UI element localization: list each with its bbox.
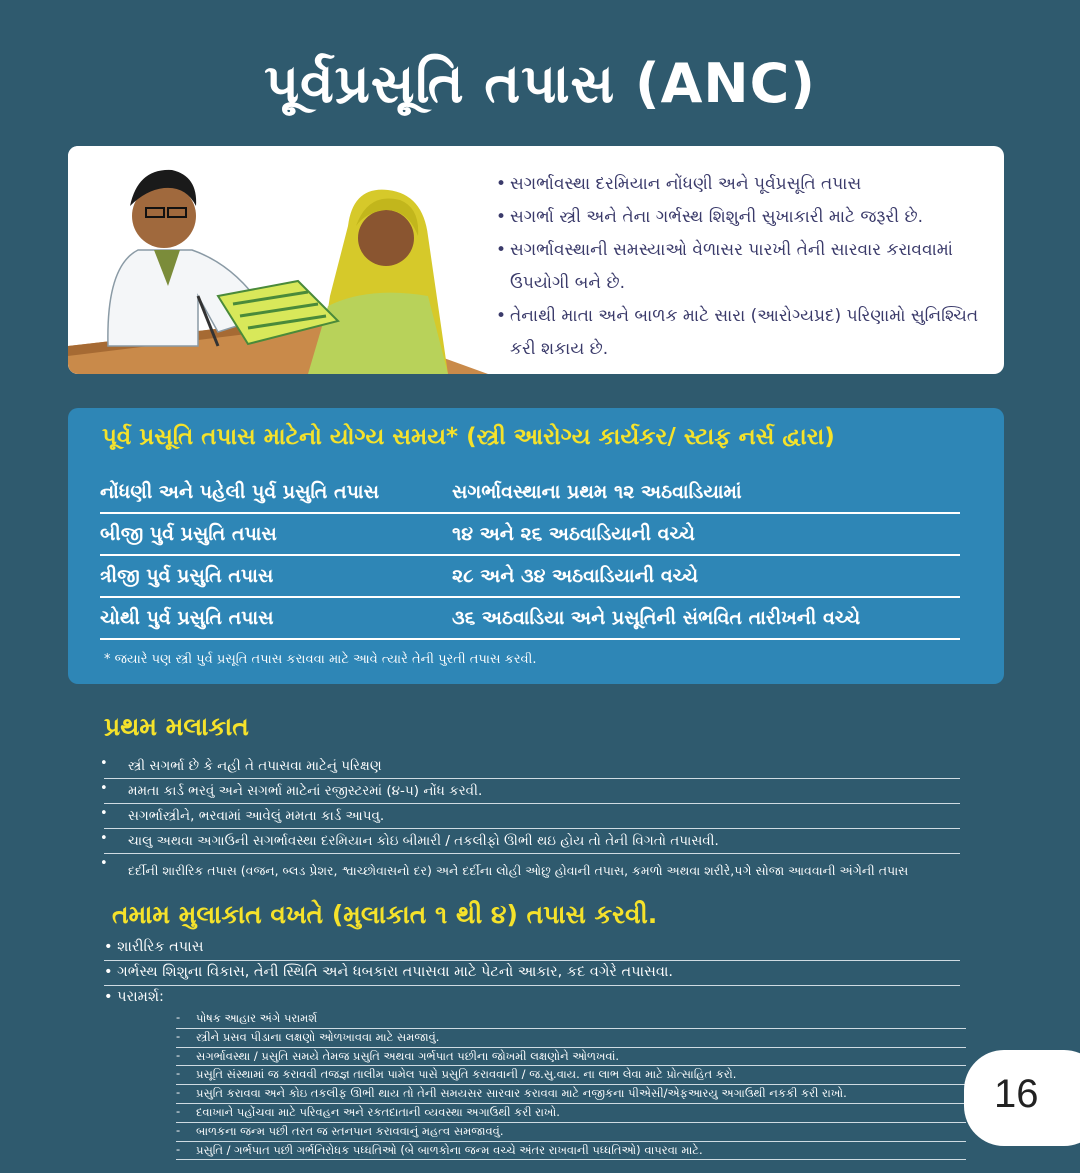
list-item: - દવાખાને પહોંચવા માટે પરિવહન અને રકતદાતાની વ્યવસ્થા અગાઉથી કરી રાખો.	[176, 1104, 966, 1123]
list-item: - પ્રસૂતિ સંસ્થામાં જ કરાવવી તજજ્ઞ તાલીમ પામેલ પાસે પ્રસુતિ કરાવવાની / જ.સુ.વાય. ના લાભ લેવા માટે પ્રોત્સાહિત કરો.	[176, 1066, 966, 1085]
page-title: પૂર્વપ્રસૂતિ તપાસ (ANC)	[264, 52, 816, 115]
list-item: • સ્ત્રી સગર્ભા છે કે નહી તે તપાસવા માટેનું પરિક્ષણ	[104, 754, 960, 779]
first-visit-list	[100, 754, 960, 888]
list-item: - બાળકના જન્મ પછી તરત જ સ્તનપાન કરાવવાનું મહત્વ સમજાવવું.	[176, 1123, 966, 1142]
schedule-heading: પૂર્વ પ્રસૂતિ તપાસ માટેનો યોગ્ય સમય* (સ્ત્રી આરોગ્ય કાર્યકર/ સ્ટાફ નર્સ દ્વારા)	[102, 424, 835, 450]
visit-time: ૧૪ અને ૨૬ અઠવાડિયાની વચ્ચે	[452, 523, 695, 545]
table-row	[100, 598, 960, 640]
table-row	[100, 556, 960, 598]
counseling-list	[176, 1010, 966, 1160]
intro-bullet-list	[496, 168, 996, 366]
anc-schedule-panel	[68, 408, 1004, 684]
doctor-patient-illustration	[68, 146, 488, 374]
list-item: - પ્રસુતિ / ગર્ભપાત પછી ગર્ભનિરોધક પધ્ધતિઓ (બે બાળકોના જન્મ વચ્ચે અંતર રાખવાની પધ્ધતિઓ) વાપરવા માટે.	[176, 1142, 966, 1161]
list-item: - સગર્ભાવસ્થા / પ્રસુતિ સમયે તેમજ પ્રસુતિ અથવા ગર્ભપાત પછીના જોખમી લક્ષણોને ઓળખવાં.	[176, 1048, 966, 1067]
visit-time: ૨૮ અને ૩૪ અઠવાડિયાની વચ્ચે	[452, 565, 699, 587]
page-number-badge	[964, 1050, 1080, 1146]
all-visits-heading: તમામ મુલાકાત વખતે (મુલાકાત ૧ થી ૪) તપાસ કરવી.	[112, 900, 658, 929]
all-visits-list	[104, 936, 960, 1010]
visit-name: ચોથી પુર્વ પ્રસુતિ તપાસ	[100, 607, 274, 629]
list-item: • સગર્ભાવસ્થા દરમિયાન નોંધણી અને પૂર્વપ્રસૂતિ તપાસ	[496, 168, 996, 201]
first-visit-heading: પ્રથમ મલાકાત	[104, 712, 249, 741]
visit-name: નોંધણી અને પહેલી પુર્વ પ્રસુતિ તપાસ	[100, 481, 379, 503]
list-item: • ચાલુ અથવા અગાઉની સગર્ભાવસ્થા દરમિયાન કોઇ બીમારી / તકલીફો ઊભી થઇ હોય તો તેની વિગતો તપાસવી.	[104, 829, 960, 854]
list-item: • પરામર્શ:	[104, 989, 164, 1005]
list-item: - પ્રસુતિ કરાવવા અને કોઇ તકલીફ ઊભી થાય તો તેની સમયસર સારવાર કરાવવા માટે નજીકના પીએસી/એફઆરયુ અગાઉથી નકકી કરી રાખો.	[176, 1085, 966, 1104]
list-item: • સગર્ભા સ્ત્રી અને તેના ગર્ભસ્થ શિશુની સુખાકારી માટે જરૂરી છે.	[496, 201, 996, 234]
visit-time: સગર્ભાવસ્થાના પ્રથમ ૧૨ અઠવાડિયામાં	[452, 481, 742, 503]
list-item: • મમતા કાર્ડ ભરવું અને સગર્ભા માટેનાં રજીસ્ટરમાં (૪-૫) નોંધ કરવી.	[104, 779, 960, 804]
page-number: 16	[994, 1072, 1039, 1116]
list-item: - સ્ત્રીને પ્રસવ પીડાના લક્ષણો ઓળખાવવા માટે સમજાવું.	[176, 1029, 966, 1048]
visit-name: બીજી પુર્વ પ્રસુતિ તપાસ	[100, 523, 277, 545]
table-row	[100, 514, 960, 556]
table-row	[100, 472, 960, 514]
intro-card	[68, 146, 1004, 374]
schedule-footnote: * જયારે પણ સ્ત્રી પુર્વ પ્રસૂતિ તપાસ કરાવવા માટે આવે ત્યારે તેની પુરતી તપાસ કરવી.	[104, 652, 537, 667]
list-item: • શારીરિક તપાસ	[104, 936, 960, 961]
list-item: • તેનાથી માતા અને બાળક માટે સારા (આરોગ્યપ્રદ) પરિણામો સુનિશ્ચિત કરી શકાય છે.	[496, 300, 996, 366]
visit-name: ત્રીજી પુર્વ પ્રસુતિ તપાસ	[100, 565, 274, 587]
list-item: • સગર્ભાવસ્થાની સમસ્યાઓ વેળાસર પારખી તેની સારવાર કરાવવામાં ઉપયોગી બને છે.	[496, 234, 996, 300]
list-item: • સગર્ભાસ્ત્રીને, ભરવામાં આવેલું મમતા કાર્ડ આપવુ.	[104, 804, 960, 829]
visit-time: ૩૬ અઠવાડિયા અને પ્રસૂતિની સંભવિત તારીખની વચ્ચે	[452, 607, 861, 629]
list-item: • દર્દીની શારીરિક તપાસ (વજન, બ્લડ પ્રેશર, શ્વાચ્છોવાસનો દર) અને દર્દીના લોહી ઓછુ હોવાની તપાસ, કમળો અથવા શરીરે,પગે સોજા આવવાની અંગેની તપાસ	[100, 856, 909, 878]
list-item: • ગર્ભસ્થ શિશુના વિકાસ, તેની સ્થિતિ અને ધબકારા તપાસવા માટે પેટનો આકાર, કદ વગેરે તપાસવા.	[104, 961, 960, 986]
list-item: - પોષક આહાર અંગે પરામર્શ	[176, 1010, 966, 1029]
schedule-table	[100, 472, 960, 640]
